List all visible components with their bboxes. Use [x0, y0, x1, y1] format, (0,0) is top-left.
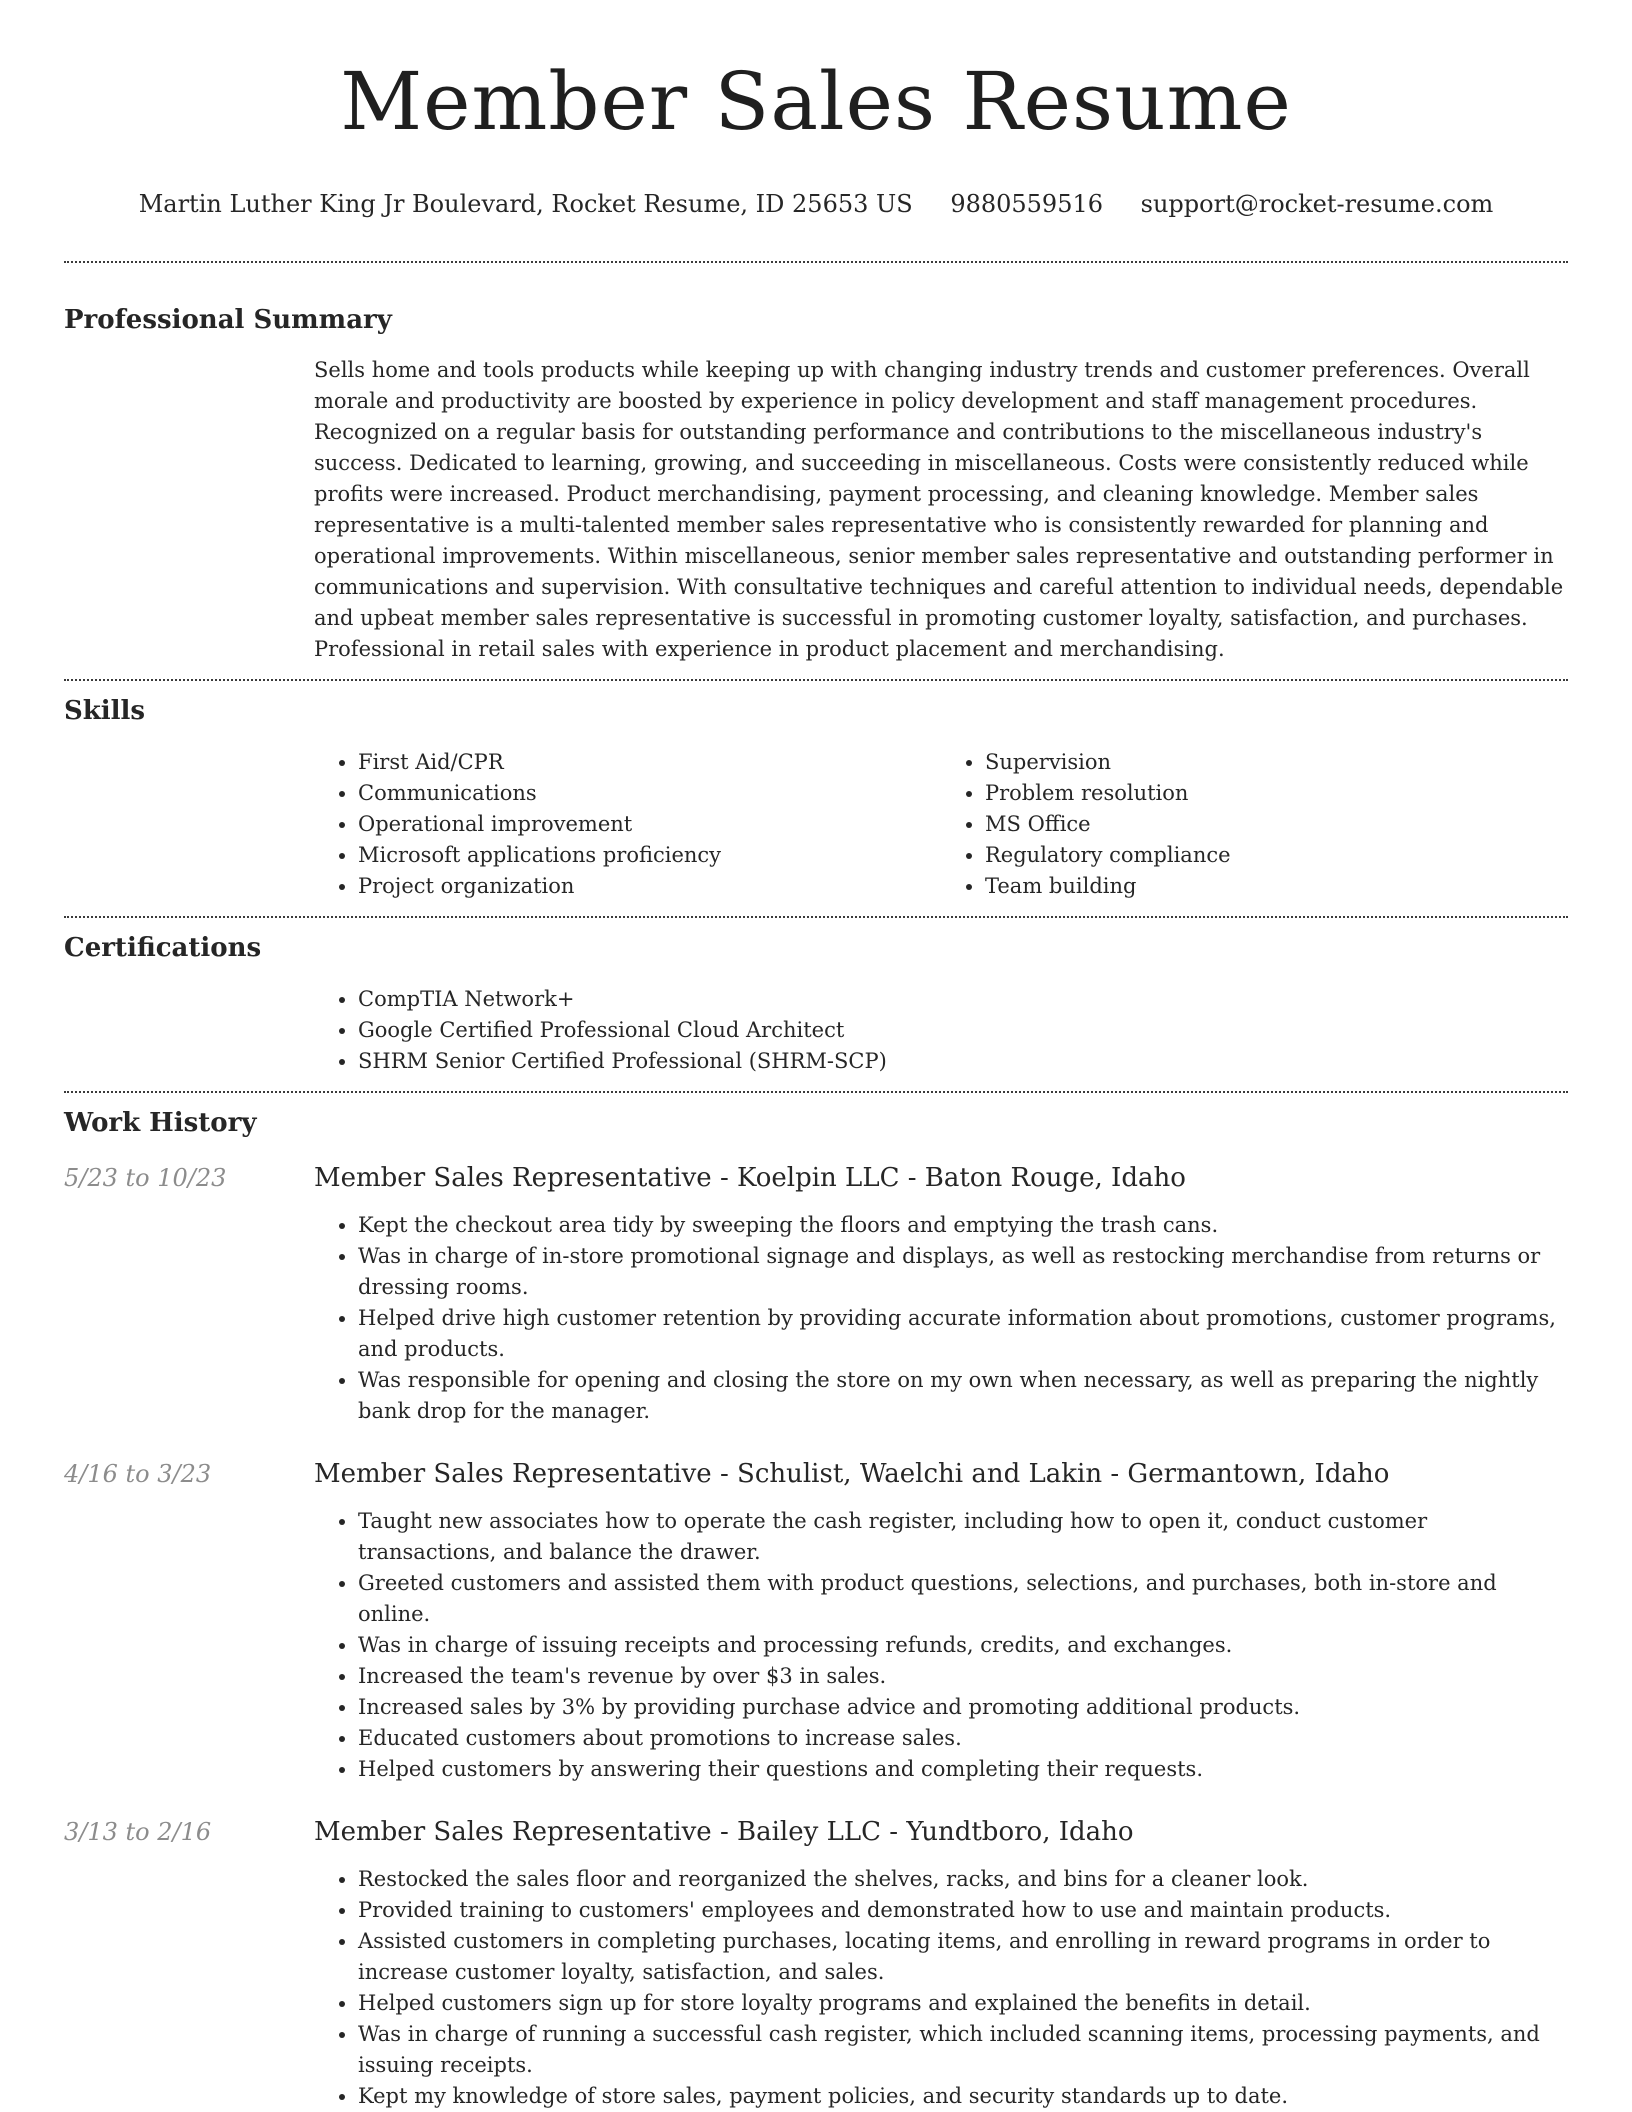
job-bullet-list [314, 1506, 1568, 1785]
certifications-list [314, 984, 1568, 1077]
job-dates: 3/13 to 2/16 [64, 1818, 212, 1846]
divider [64, 1091, 1568, 1093]
job-header [64, 1457, 1568, 1491]
job-title: Member Sales Representative - Bailey LLC - Yundtboro, Idaho [314, 1817, 1134, 1847]
list-item: • SHRM Senior Certified Professional (SHRM-SCP) [358, 1046, 1568, 1077]
list-item: • Communications [358, 778, 941, 809]
contact-email: support@rocket-resume.com [1140, 190, 1494, 218]
job-bullets [314, 1864, 1568, 2112]
skills-list-left [314, 747, 941, 902]
list-item: • First Aid/CPR [358, 747, 941, 778]
job-bullets [314, 1210, 1568, 1427]
list-item: • Supervision [985, 747, 1568, 778]
list-item: • Helped customers by answering their questions and completing their requests. [358, 1754, 1568, 1785]
list-item: • Operational improvement [358, 809, 941, 840]
list-item: • Team building [985, 871, 1568, 902]
list-item: • Provided training to customers' employees and demonstrated how to use and maintain products. [358, 1895, 1568, 1926]
job-bullet-list [314, 1864, 1568, 2112]
list-item: • Helped customers sign up for store loyalty programs and explained the benefits in detail. [358, 1988, 1568, 2019]
job-header [64, 1161, 1568, 1195]
section-heading-skills: Skills [64, 696, 146, 726]
divider [64, 916, 1568, 918]
job-dates: 5/23 to 10/23 [64, 1164, 227, 1192]
contact-address: Martin Luther King Jr Boulevard, Rocket Resume, ID 25653 US [138, 190, 913, 218]
list-item: • Educated customers about promotions to increase sales. [358, 1723, 1568, 1754]
section-heading-certifications: Certifications [64, 933, 262, 963]
list-item: • Regulatory compliance [985, 840, 1568, 871]
contact-phone: 9880559516 [950, 190, 1104, 218]
list-item: • Taught new associates how to operate the cash register, including how to open it, conduct customer transactions, and balance the drawer. [358, 1506, 1568, 1568]
list-item: • MS Office [985, 809, 1568, 840]
certifications-block [314, 984, 1568, 1077]
skills-block [314, 747, 1568, 902]
list-item: • Increased sales by 3% by providing purchase advice and promoting additional products. [358, 1692, 1568, 1723]
list-item: • Increased the team's revenue by over $3 in sales. [358, 1661, 1568, 1692]
contact-line [64, 188, 1568, 220]
list-item: • Google Certified Professional Cloud Architect [358, 1015, 1568, 1046]
list-item: • Was in charge of issuing receipts and processing refunds, credits, and exchanges. [358, 1630, 1568, 1661]
divider [64, 679, 1568, 681]
list-item: • Kept the checkout area tidy by sweeping the floors and emptying the trash cans. [358, 1210, 1568, 1241]
resume-title: Member Sales Resume [340, 55, 1292, 148]
job-dates: 4/16 to 3/23 [64, 1460, 212, 1488]
section-heading-work-history: Work History [64, 1108, 257, 1138]
list-item: • Assisted customers in completing purchases, locating items, and enrolling in reward programs in order to increase customer loyalty, satisfaction, and sales. [358, 1926, 1568, 1988]
list-item: • Project organization [358, 871, 941, 902]
list-item: • Problem resolution [985, 778, 1568, 809]
job-title: Member Sales Representative - Schulist, Waelchi and Lakin - Germantown, Idaho [314, 1459, 1390, 1489]
list-item: • Greeted customers and assisted them with product questions, selections, and purchases, both in-store and online. [358, 1568, 1568, 1630]
list-item: • CompTIA Network+ [358, 984, 1568, 1015]
list-item: • Kept my knowledge of store sales, payment policies, and security standards up to date. [358, 2081, 1568, 2112]
list-item: • Was in charge of in-store promotional signage and displays, as well as restocking merchandise from returns or dressing rooms. [358, 1241, 1568, 1303]
divider [64, 261, 1568, 263]
summary-text: Sells home and tools products while keeping up with changing industry trends and customer preferences. Overall morale and productivity are boosted by experience in policy development and staff management procedures. Recognized on a regular basis for outstanding performance and contributions to the miscellaneous industry's success. Dedicated to learning, growing, and succeeding in miscellaneous. Costs were consistently reduced while profits were increased. Product merchandising, payment processing, and cleaning knowledge. Member sales representative is a multi-talented member sales representative who is consistently rewarded for planning and operational improvements. Within miscellaneous, senior member sales representative and outstanding performer in communications and supervision. With consultative techniques and careful attention to individual needs, dependable and upbeat member sales representative is successful in promoting customer loyalty, satisfaction, and purchases. Professional in retail sales with experience in product placement and merchandising. [314, 358, 1564, 661]
list-item: • Was in charge of running a successful cash register, which included scanning items, processing payments, and issuing receipts. [358, 2019, 1568, 2081]
list-item: • Microsoft applications proficiency [358, 840, 941, 871]
section-heading-summary: Professional Summary [64, 305, 392, 335]
list-item: • Was responsible for opening and closing the store on my own when necessary, as well as preparing the nightly bank drop for the manager. [358, 1365, 1568, 1427]
job-title: Member Sales Representative - Koelpin LLC - Baton Rouge, Idaho [314, 1163, 1186, 1193]
job-bullet-list [314, 1210, 1568, 1427]
list-item: • Restocked the sales floor and reorganized the shelves, racks, and bins for a cleaner look. [358, 1864, 1568, 1895]
job-bullets [314, 1506, 1568, 1785]
skills-list-right [941, 747, 1568, 902]
job-header [64, 1815, 1568, 1849]
list-item: • Helped drive high customer retention by providing accurate information about promotions, customer programs, and products. [358, 1303, 1568, 1365]
summary-block [314, 355, 1568, 665]
